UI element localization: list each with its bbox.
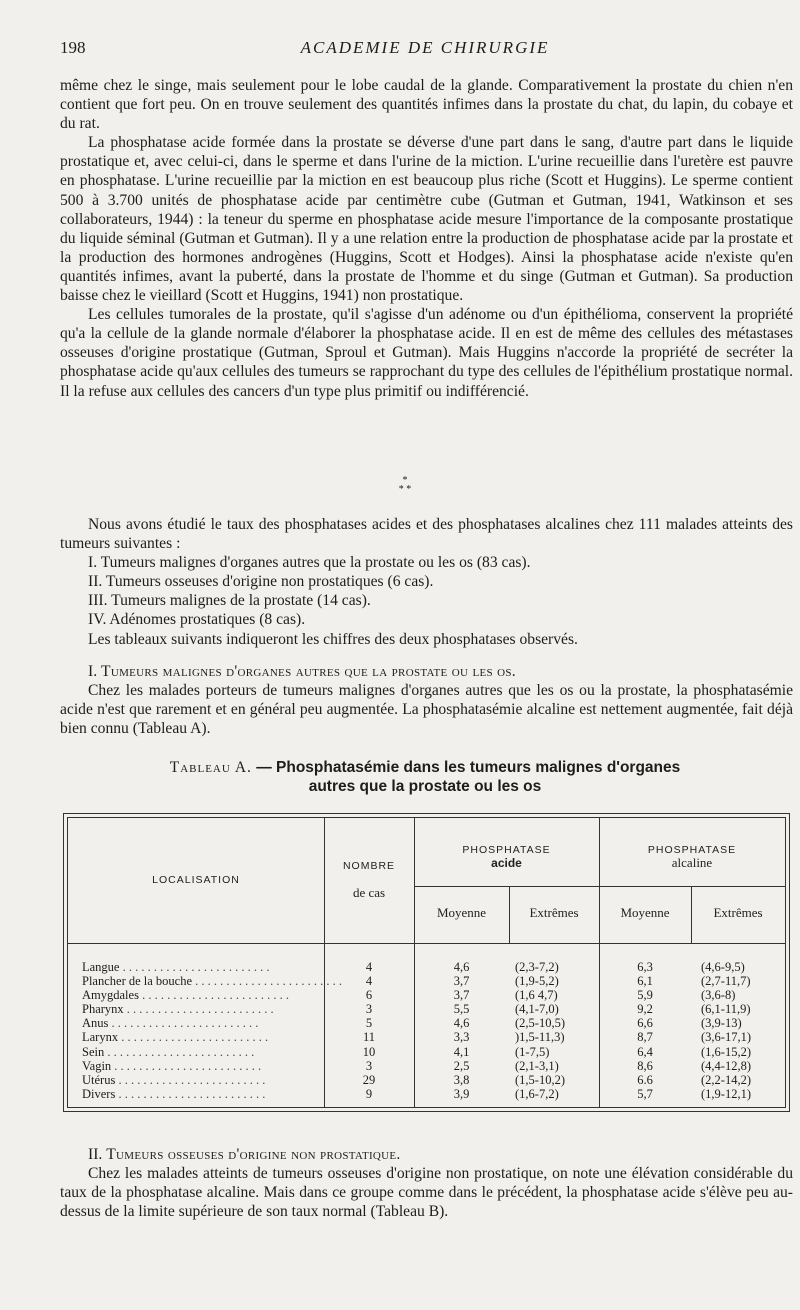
cell-localisation xyxy=(82,1016,326,1030)
table-row xyxy=(68,1045,785,1059)
cell-acid-extremes: (1,9-5,2) xyxy=(515,974,559,989)
table-title-line-2: autres que la prostate ou les os xyxy=(308,778,542,795)
cell-nombre: 9 xyxy=(365,1086,373,1101)
cell-nombre: 29 xyxy=(362,1072,376,1087)
asterism-separator: * * * xyxy=(398,475,412,495)
study-item-1: I. Tumeurs malignes d'organes autres que la prostate ou les os (83 cas). xyxy=(88,554,531,572)
study-item-3: III. Tumeurs malignes de la prostate (14 cas). xyxy=(88,592,371,610)
cell-localisation xyxy=(82,974,343,989)
header-phosphatase-alcaline: PHOSPHATASE xyxy=(647,844,737,856)
section-1 xyxy=(60,662,793,738)
cell-acid-moyenne: 4,6 xyxy=(453,1016,470,1031)
table-row xyxy=(68,974,785,988)
cell-nombre: 3 xyxy=(365,1058,373,1073)
localisation-label: Sein xyxy=(82,1044,105,1059)
section-2-heading: II. Tumeurs osseuses d'origine non prostatique. xyxy=(88,1146,401,1163)
localisation-label: Divers xyxy=(82,1086,116,1101)
header-acid-moyenne: Moyenne xyxy=(436,905,487,920)
cell-alk-moyenne: 8,6 xyxy=(637,1058,653,1073)
paragraph-2: La phosphatase acide formée dans la prostate se déverse d'une part dans le sang, d'autre part dans le liquide prostatique et, avec celui-ci, dans le sperme et dans l'urine de la miction. L'urine recueillie dans l'uretère est pauvre en phosphatase. L'urine recueillie par la miction en est beaucoup plus riche (Scott et Huggins). Le sperme contient 500 à 3.700 unités de phosphatase acide par centimètre cube (Gutman et Gutman, 1941, Watkinson et ses collaborateurs, 1944) : la teneur du sperme en phosphatase acide mesure l'importance de la composante prostatique du liquide séminal (Gutman et Gutman). Il y a une relation entre la production de phosphatase acide par la prostate et la production des hormones androgènes (Huggins, Scott et Hodges). Ainsi la phosphatase acide n'existe qu'en quantités infimes, avant la puberté, dans la prostate de l'homme et du singe (Gutman et Gutman). Sa production baisse chez le vieillard (Scott et Huggins, 1941) non prostatique. xyxy=(60,134,793,305)
study-item-4: IV. Adénomes prostatiques (8 cas). xyxy=(88,611,306,629)
cell-localisation xyxy=(82,960,326,974)
table-row xyxy=(68,1030,785,1044)
header-alk-extremes: Extrêmes xyxy=(713,905,763,920)
cell-localisation xyxy=(82,1073,326,1087)
cell-alk-moyenne: 5,7 xyxy=(637,1086,653,1101)
table-a xyxy=(63,813,790,1112)
cell-acid-extremes: (1,6 4,7) xyxy=(515,988,558,1003)
cell-acid-extremes: )1,5-11,3) xyxy=(515,1030,565,1045)
cell-alk-extremes: (4,4-12,8) xyxy=(701,1058,751,1073)
header-alk-moyenne: Moyenne xyxy=(620,905,670,920)
localisation-label: Langue xyxy=(82,960,120,974)
table-row xyxy=(68,1073,785,1087)
intro-text xyxy=(60,76,793,401)
header-acid-extremes: Extrêmes xyxy=(529,905,579,920)
cell-nombre: 11 xyxy=(362,1030,376,1045)
leader-dots: . . . . . . . . . . . . . . . . . . . . . . . . xyxy=(192,974,343,989)
cell-localisation xyxy=(82,1087,326,1101)
table-body xyxy=(68,960,785,1101)
leader-dots: . . . . . . . . . . . . . . . . . . . . . . . . xyxy=(119,960,270,974)
cell-alk-extremes: (3,6-8) xyxy=(701,988,736,1003)
localisation-label: Amygdales xyxy=(82,988,139,1003)
study-item-2: II. Tumeurs osseuses d'origine non prostatiques (6 cas). xyxy=(88,573,434,591)
group-rule xyxy=(414,886,785,887)
cell-acid-moyenne: 4,6 xyxy=(453,960,470,974)
cell-acid-moyenne: 2,5 xyxy=(453,1058,470,1073)
cell-alk-extremes: (3,9-13) xyxy=(701,1016,742,1031)
study-intro: Nous avons étudié le taux des phosphatases acides et des phosphatases alcalines chez 111 malades atteints des tumeurs suivantes : xyxy=(60,516,793,553)
header-phosphatase-acide: PHOSPHATASE xyxy=(462,844,551,856)
cell-acid-moyenne: 3,8 xyxy=(453,1072,470,1087)
cell-acid-extremes: (1,5-10,2) xyxy=(515,1072,565,1087)
cell-acid-moyenne: 3,7 xyxy=(453,974,470,989)
cell-alk-moyenne: 9,2 xyxy=(637,1002,653,1017)
cell-localisation xyxy=(82,988,326,1002)
running-title: ACADEMIE DE CHIRURGIE xyxy=(300,38,550,57)
table-inner xyxy=(67,817,786,1108)
table-row xyxy=(68,1002,785,1016)
cell-localisation xyxy=(82,1030,326,1044)
leader-dots: . . . . . . . . . . . . . . . . . . . . . . . . xyxy=(138,988,289,1003)
header-alcaline: alcaline xyxy=(671,855,713,870)
page-header xyxy=(60,38,790,62)
cell-acid-moyenne: 3,9 xyxy=(453,1086,470,1101)
study-outro: Les tableaux suivants indiqueront les chiffres des deux phosphatases observés. xyxy=(88,630,578,648)
cell-nombre: 4 xyxy=(365,960,373,974)
localisation-label: Larynx xyxy=(82,1030,119,1045)
section-1-heading: I. Tumeurs malignes d'organes autres que la prostate ou les os. xyxy=(88,663,516,680)
leader-dots: . . . . . . . . . . . . . . . . . . . . . . . . xyxy=(111,1058,262,1073)
cell-nombre: 3 xyxy=(365,1002,373,1017)
cell-alk-extremes: (6,1-11,9) xyxy=(701,1002,751,1017)
cell-alk-moyenne: 6,1 xyxy=(637,974,653,989)
cell-localisation xyxy=(82,1045,326,1059)
cell-alk-extremes: (2,7-11,7) xyxy=(701,974,751,989)
table-row xyxy=(68,1016,785,1030)
header-acide: acide xyxy=(491,856,522,870)
table-row xyxy=(68,960,785,974)
cell-alk-extremes: (2,2-14,2) xyxy=(701,1072,751,1087)
cell-alk-extremes: (1,6-15,2) xyxy=(701,1044,751,1059)
table-row xyxy=(68,1059,785,1073)
page-number: 198 xyxy=(60,38,86,57)
cell-acid-extremes: (1,6-7,2) xyxy=(515,1086,559,1101)
cell-alk-moyenne: 8,7 xyxy=(637,1030,653,1045)
cell-nombre: 10 xyxy=(362,1044,376,1059)
localisation-label: Vagin xyxy=(82,1058,112,1073)
localisation-label: Pharynx xyxy=(82,1002,124,1017)
table-title-line-1: Phosphatasémie dans les tumeurs malignes d'organes xyxy=(276,759,681,776)
leader-dots: . . . . . . . . . . . . . . . . . . . . . . . . xyxy=(118,1030,269,1045)
table-row xyxy=(68,1087,785,1101)
cell-alk-moyenne: 6.6 xyxy=(637,1072,653,1087)
cell-nombre: 5 xyxy=(365,1016,373,1031)
localisation-label: Plancher de la bouche xyxy=(82,974,193,989)
table-title: Tableau A. — Phosphatasémie dans les tumeurs malignes d'organes autres que la prostate ou les os xyxy=(80,758,770,796)
study-summary xyxy=(60,515,793,649)
cell-acid-extremes: (4,1-7,0) xyxy=(515,1002,559,1017)
section-2-text: Chez les malades atteints de tumeurs osseuses d'origine non prostatique, on note une élévation considérable du taux de la phosphatase alcaline. Mais dans ce groupe comme dans le précédent, la phosphatase acide s'élève peu au-dessus de la limite supérieure de son taux normal (Tableau B). xyxy=(60,1165,793,1221)
cell-acid-moyenne: 3,7 xyxy=(453,988,470,1003)
cell-acid-moyenne: 5,5 xyxy=(453,1002,470,1017)
cell-acid-extremes: (2,3-7,2) xyxy=(515,960,559,974)
cell-alk-extremes: (4,6-9,5) xyxy=(701,960,745,974)
cell-alk-moyenne: 6,6 xyxy=(637,1016,653,1031)
leader-dots: . . . . . . . . . . . . . . . . . . . . . . . . xyxy=(115,1086,266,1101)
cell-localisation xyxy=(82,1002,326,1016)
paragraph-1: même chez le singe, mais seulement pour le lobe caudal de la glande. Comparativement la prostate du chien n'en contient que fort peu. On en trouve seulement des quantités infimes dans la prostate du chat, du lapin, du cobaye et du rat. xyxy=(60,77,793,133)
table-label: Tableau A. xyxy=(169,759,252,776)
table-row xyxy=(68,988,785,1002)
cell-alk-extremes: (1,9-12,1) xyxy=(701,1086,751,1101)
cell-localisation xyxy=(82,1059,326,1073)
cell-nombre: 4 xyxy=(365,974,373,989)
cell-acid-extremes: (2,1-3,1) xyxy=(515,1058,559,1073)
localisation-label: Utérus xyxy=(82,1072,116,1087)
cell-acid-extremes: (1-7,5) xyxy=(515,1044,550,1059)
leader-dots: . . . . . . . . . . . . . . . . . . . . . . . . xyxy=(123,1002,274,1017)
paragraph-3: Les cellules tumorales de la prostate, qu'il s'agisse d'un adénome ou d'un épithélioma, conservent la propriété qu'a la cellule de la glande normale d'élaborer la phosphatase acide. Il en est de même des cellules des métastases osseuses d'origine prostatique (Gutman, Sproul et Gutman). Mais Huggins n'accorde la propriété de secréter la phosphatase acide qu'aux cellules des tumeurs se rapprochant du type des cellules de l'épithélium prostatique normal. Il la refuse aux cellules des cancers d'un type plus primitif ou indifférencié. xyxy=(60,306,793,400)
localisation-label: Anus xyxy=(82,1016,109,1031)
leader-dots: . . . . . . . . . . . . . . . . . . . . . . . . xyxy=(108,1016,259,1031)
section-2 xyxy=(60,1145,793,1221)
cell-alk-moyenne: 5,9 xyxy=(637,988,653,1003)
section-1-text: Chez les malades porteurs de tumeurs malignes d'organes autres que les os ou la prostate, la phosphatasémie acide n'est que rarement et en général peu augmentée. La phosphatasémie alcaline est nettement augmentée, fait déjà bien connu (Tableau A). xyxy=(60,682,793,738)
cell-acid-extremes: (2,5-10,5) xyxy=(515,1016,565,1031)
cell-acid-moyenne: 3,3 xyxy=(453,1030,470,1045)
cell-alk-moyenne: 6,3 xyxy=(637,960,653,974)
header-localisation: LOCALISATION xyxy=(152,874,240,886)
cell-alk-moyenne: 6,4 xyxy=(637,1044,653,1059)
header-nombre: NOMBRE xyxy=(342,860,396,872)
header-rule xyxy=(68,943,785,944)
leader-dots: . . . . . . . . . . . . . . . . . . . . . . . . xyxy=(115,1072,266,1087)
cell-nombre: 6 xyxy=(365,988,373,1003)
cell-alk-extremes: (3,6-17,1) xyxy=(701,1030,751,1045)
header-de-cas: de cas xyxy=(352,885,386,900)
cell-acid-moyenne: 4,1 xyxy=(453,1044,470,1059)
leader-dots: . . . . . . . . . . . . . . . . . . . . . . . . xyxy=(104,1044,255,1059)
